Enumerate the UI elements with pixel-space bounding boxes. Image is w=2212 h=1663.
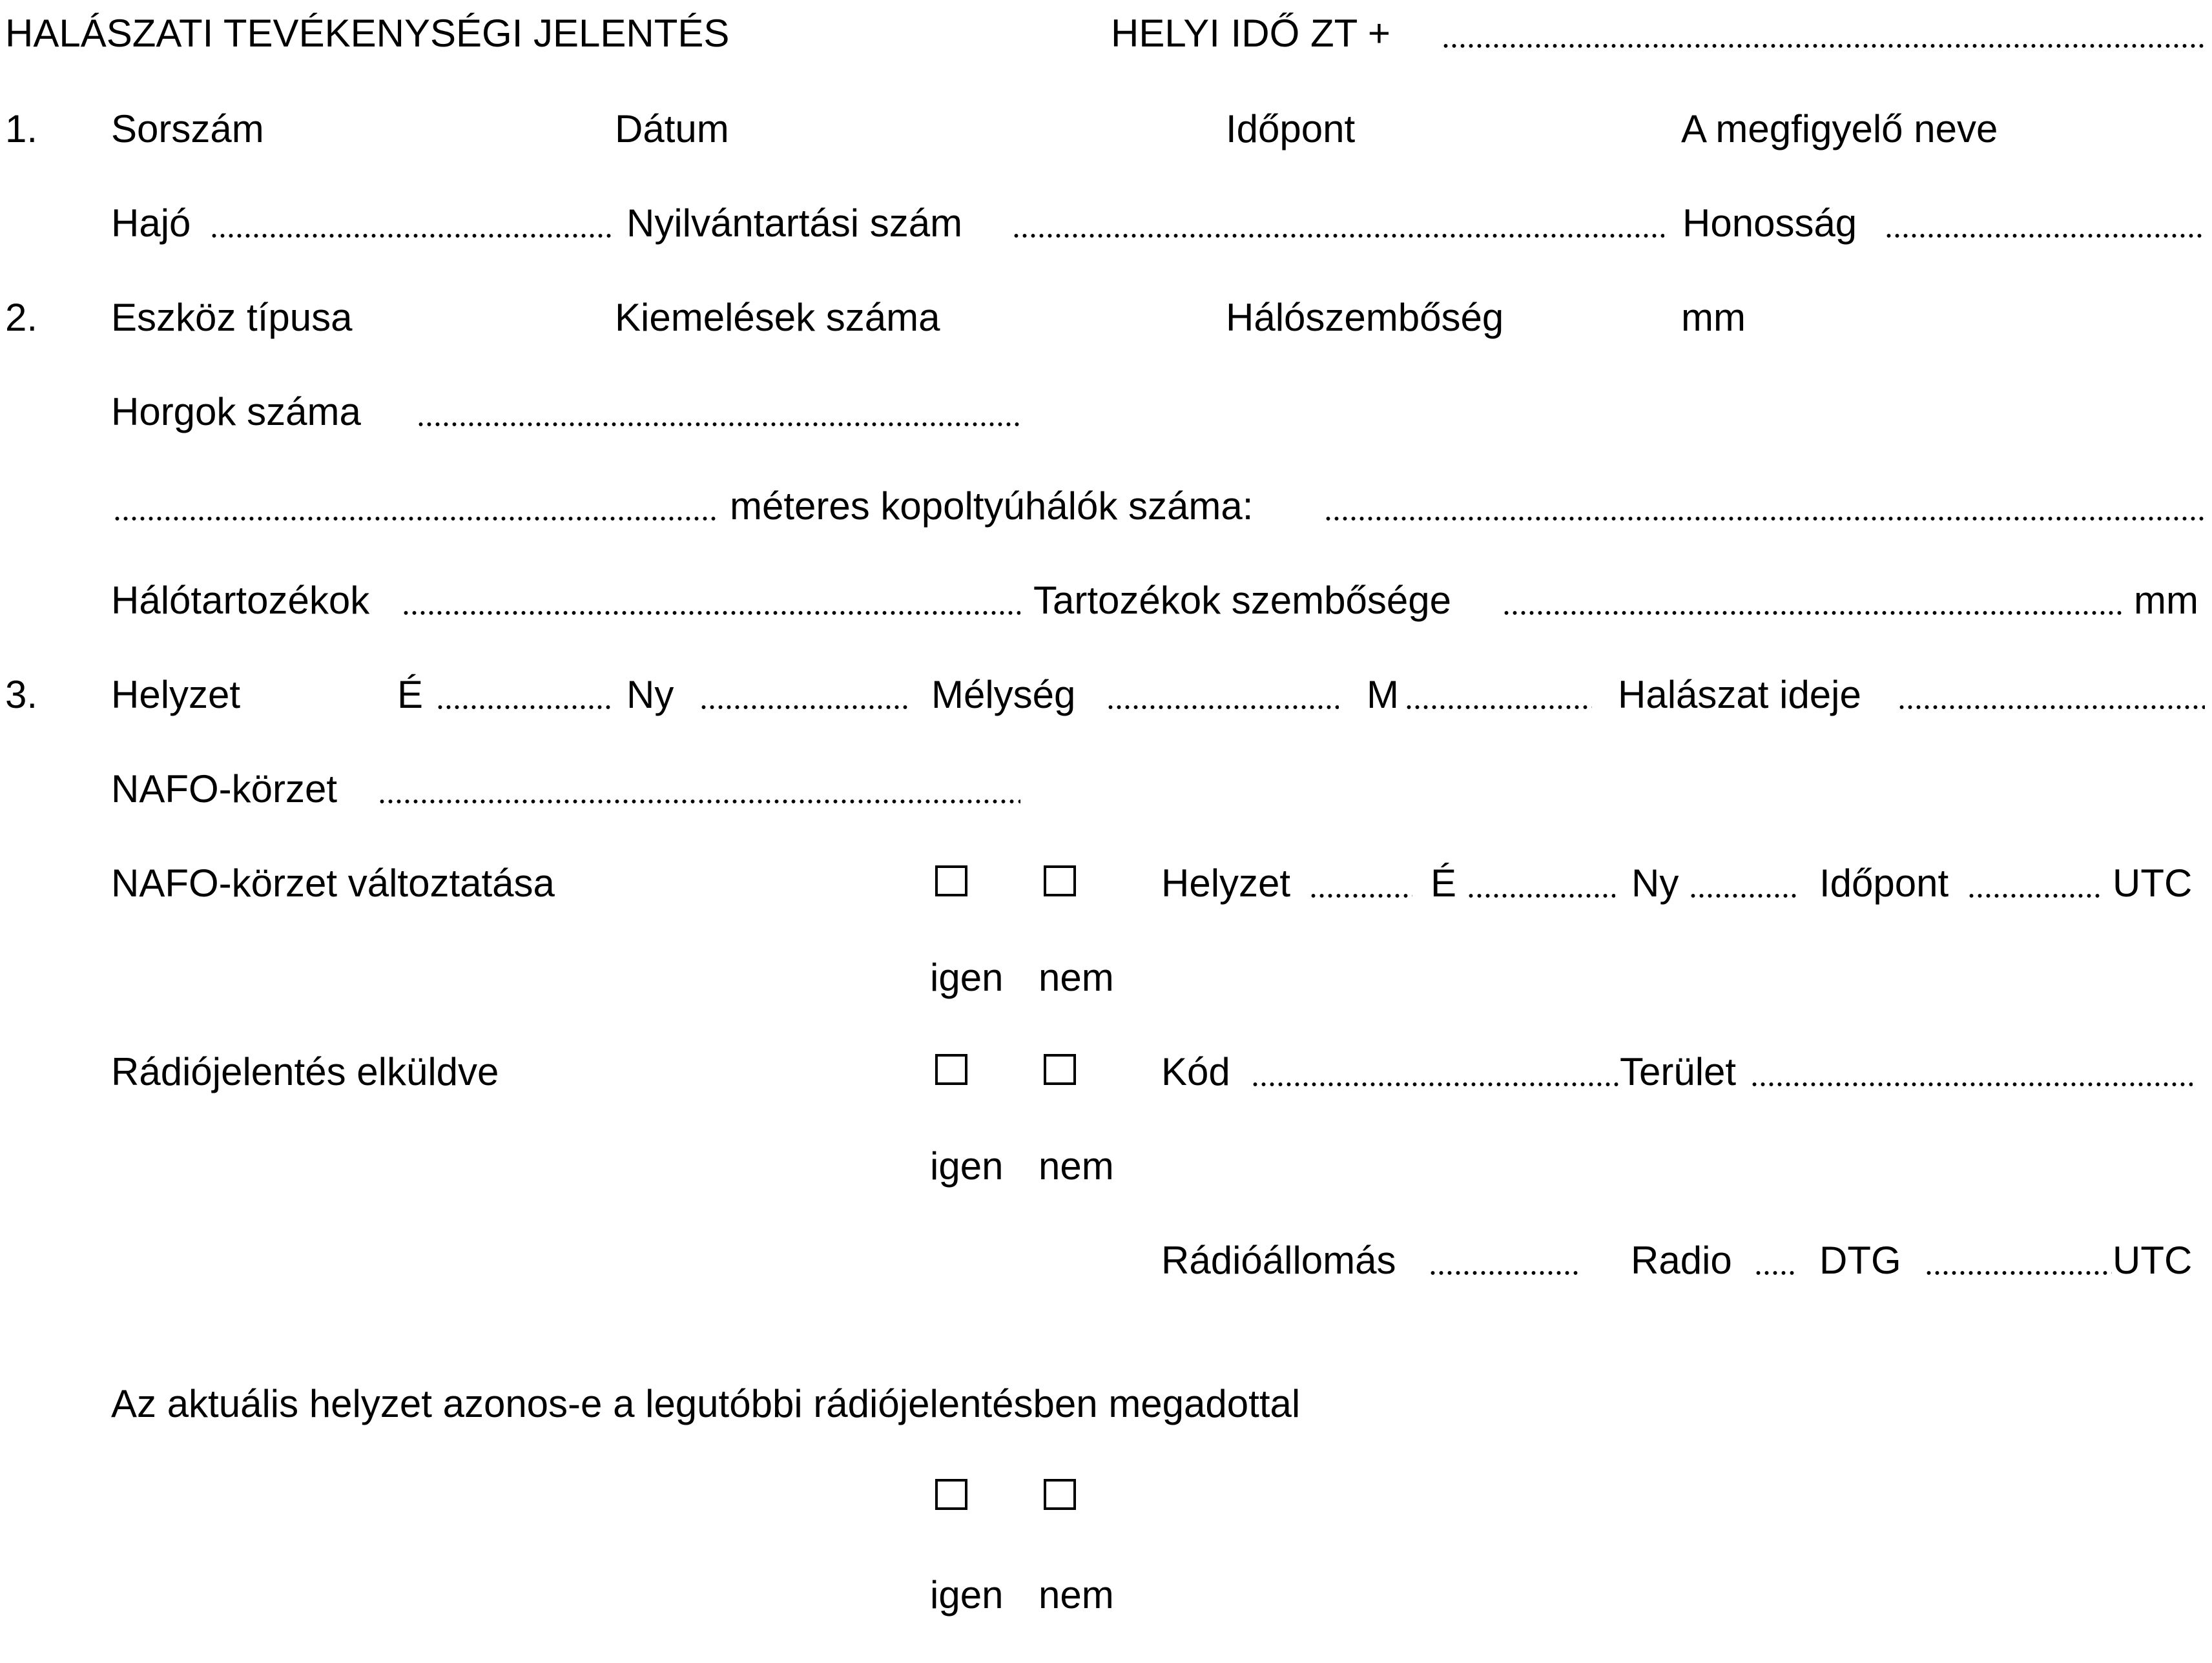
fishing-time-field[interactable]: [1897, 704, 2205, 710]
attachments-field[interactable]: [402, 610, 1020, 616]
nafo-field[interactable]: [378, 798, 1020, 805]
change-lon-field[interactable]: [1689, 893, 1799, 899]
nafo-change-no-checkbox[interactable]: [1044, 865, 1076, 896]
section-1-number: 1.: [5, 107, 38, 150]
depth-unit-field[interactable]: [1405, 704, 1592, 710]
hooks-label: Horgok száma: [111, 390, 361, 433]
radio-label: Radio: [1631, 1239, 1732, 1282]
attachments-label: Hálótartozékok: [111, 579, 370, 622]
dtg-label: DTG: [1819, 1239, 1901, 1282]
radio-sent-yes-label: igen: [930, 1144, 1004, 1188]
time-label: Időpont: [1226, 107, 1356, 150]
change-time-field[interactable]: [1967, 893, 2100, 899]
flag-field[interactable]: [1885, 232, 2205, 239]
lat-field[interactable]: [436, 704, 612, 710]
gillnets-label: méteres kopoltyúhálók száma:: [730, 484, 1254, 528]
hauls-label: Kiemelések száma: [615, 296, 940, 339]
gear-type-label: Eszköz típusa: [111, 296, 353, 339]
code-field[interactable]: [1251, 1081, 1619, 1088]
serial-label: Sorszám: [111, 107, 264, 150]
attachment-mesh-field[interactable]: [1502, 610, 2124, 616]
ship-label: Hajó: [111, 201, 191, 245]
nafo-change-label: NAFO-körzet változtatása: [111, 862, 555, 905]
gillnets-field[interactable]: [1324, 515, 2205, 522]
radio-field[interactable]: [1754, 1270, 1798, 1276]
local-time-label: HELYI IDŐ ZT +: [1111, 12, 1390, 55]
mesh-unit: mm: [1681, 296, 1746, 339]
same-position-question: Az aktuális helyzet azonos-e a legutóbbi rádiójelentésben megadottal: [111, 1382, 1301, 1425]
radio-sent-yes-checkbox[interactable]: [935, 1054, 967, 1085]
section-2-number: 2.: [5, 296, 38, 339]
change-position-label: Helyzet: [1161, 862, 1291, 905]
nafo-change-yes-label: igen: [930, 956, 1004, 999]
depth-unit: M: [1367, 673, 1399, 716]
change-position-field[interactable]: [1309, 893, 1412, 899]
lon-field[interactable]: [699, 704, 911, 710]
hooks-field[interactable]: [417, 421, 1020, 428]
change-lon-label: Ny: [1631, 862, 1679, 905]
fishing-time-label: Halászat ideje: [1618, 673, 1861, 716]
change-lat-label: É: [1431, 862, 1457, 905]
same-position-no-label: nem: [1039, 1573, 1114, 1617]
nafo-label: NAFO-körzet: [111, 767, 338, 811]
radio-station-label: Rádióállomás: [1161, 1239, 1396, 1282]
attachment-mesh-label: Tartozékok szembősége: [1033, 579, 1451, 622]
utc-label: UTC: [2113, 862, 2193, 905]
observer-label: A megfigyelő neve: [1681, 107, 1998, 150]
same-position-yes-checkbox[interactable]: [935, 1479, 967, 1510]
radio-sent-label: Rádiójelentés elküldve: [111, 1050, 499, 1093]
radio-sent-no-checkbox[interactable]: [1044, 1054, 1076, 1085]
date-label: Dátum: [615, 107, 729, 150]
depth-field[interactable]: [1106, 704, 1339, 710]
area-label: Terület: [1620, 1050, 1737, 1093]
radio-station-field[interactable]: [1429, 1270, 1578, 1276]
flag-label: Honosság: [1682, 201, 1857, 245]
same-position-no-checkbox[interactable]: [1044, 1479, 1076, 1510]
gillnet-length-field[interactable]: [113, 515, 717, 522]
area-field[interactable]: [1750, 1081, 2193, 1088]
local-time-field[interactable]: [1442, 43, 2205, 49]
form-title: HALÁSZATI TEVÉKENYSÉGI JELENTÉS: [5, 12, 730, 55]
nafo-change-yes-checkbox[interactable]: [935, 865, 967, 896]
nafo-change-no-label: nem: [1039, 956, 1114, 999]
radio-sent-no-label: nem: [1039, 1144, 1114, 1188]
position-label: Helyzet: [111, 673, 241, 716]
section-3-number: 3.: [5, 673, 38, 716]
dtg-field[interactable]: [1925, 1270, 2112, 1276]
attachment-mesh-unit: mm: [2134, 579, 2198, 622]
registration-label: Nyilvántartási szám: [626, 201, 963, 245]
lat-label: É: [397, 673, 424, 716]
change-lat-field[interactable]: [1467, 893, 1615, 899]
registration-field[interactable]: [1012, 232, 1664, 239]
depth-label: Mélység: [931, 673, 1076, 716]
change-time-label: Időpont: [1819, 862, 1949, 905]
ship-field[interactable]: [210, 232, 612, 239]
code-label: Kód: [1161, 1050, 1230, 1093]
utc2-label: UTC: [2113, 1239, 2193, 1282]
lon-label: Ny: [626, 673, 674, 716]
mesh-label: Hálószembőség: [1226, 296, 1504, 339]
same-position-yes-label: igen: [930, 1573, 1004, 1617]
